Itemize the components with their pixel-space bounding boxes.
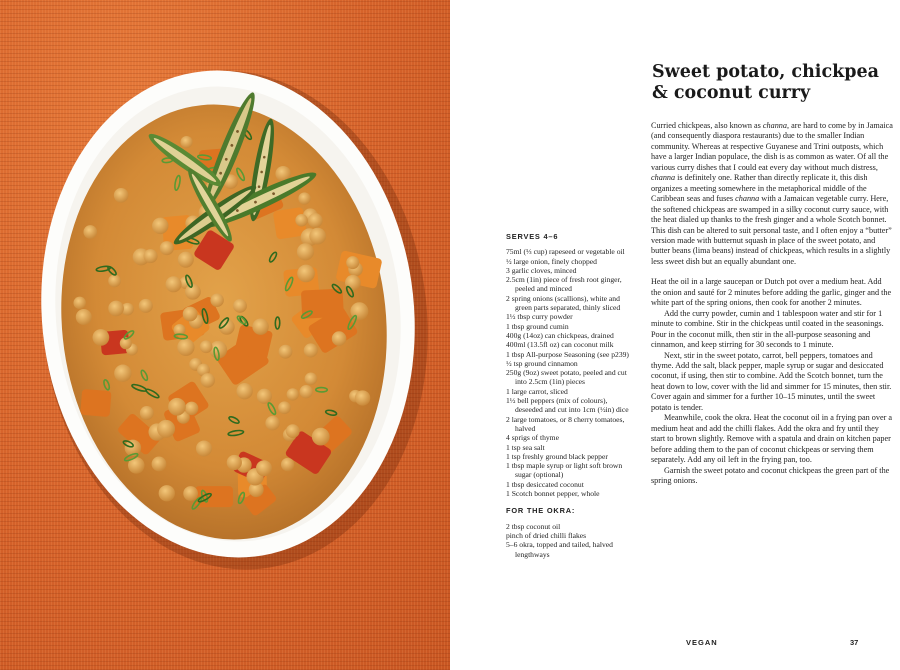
ingredient-item: 1 tbsp ground cumin: [506, 321, 569, 331]
recipe-page: [450, 0, 900, 670]
ingredient-item: 5–6 okra, topped and tailed, halved lengthways: [506, 540, 613, 559]
ingredient-item: 75ml (⅓ cup) rapeseed or vegetable oil: [506, 247, 625, 257]
ingredient-item: 1½ bell peppers (mix of colours), deseeded and cut into 1cm (½in) dice: [506, 396, 629, 415]
section-tag: VEGAN: [686, 638, 718, 647]
method-step: Add the curry powder, cumin and 1 tablespoon water and stir for 1 minute to combine. Stir in the chickpeas until coated in the seasonings. Pour in the coconut milk, then stir in the all-purpose seasoning and cinnamon, and keep stirring for 30 seconds to 1 minute.: [651, 308, 884, 350]
ingredient-item: 1 tbsp All-purpose Seasoning (see p239): [506, 349, 629, 359]
ingredient-item: 400g (14oz) can chickpeas, drained: [506, 330, 614, 340]
ingredient-item: 2.5cm (1in) piece of fresh root ginger, peeled and minced: [506, 275, 622, 294]
ingredient-item: ½ tsp ground cinnamon: [506, 358, 578, 368]
okra-ingredients-list: [506, 522, 636, 559]
ingredient-item: ½ large onion, finely chopped: [506, 256, 597, 266]
ingredient-item: 1 large carrot, sliced: [506, 386, 568, 396]
ingredient-item: 400ml (13.5fl oz) can coconut milk: [506, 340, 614, 350]
recipe-text: [651, 121, 893, 486]
serves-heading: SERVES 4–6: [506, 232, 559, 241]
ingredient-item: 1 tbsp maple syrup or light soft brown sugar (optional): [506, 461, 623, 480]
ingredient-item: 3 garlic cloves, minced: [506, 265, 577, 275]
method-step: Garnish the sweet potato and coconut chickpeas the green part of the spring onions.: [651, 465, 890, 485]
ingredient-item: 1½ tbsp curry powder: [506, 312, 573, 322]
page-number: 37: [850, 638, 859, 647]
ingredient-item: 1 tbsp desiccated coconut: [506, 479, 584, 489]
intro-paragraph: Curried chickpeas, also known as channa, are hard to come by in Jamaica (and consequently diaspora restaurants) due to the smaller Indian community. Whereas at respective Guyanese and Trini outposts, which have a larger Indian populace, the dish is as common as water. Of all the various curry dishes that I could eat every day without much distress, channa is definitely one. Rather than directly replicate it, this dish organizes a meeting somewhere in the metaphorical middle of the Caribbean seas and fuses channa with a Jamaican vegetable curry. Here, the softened chickpeas are swamped in a silky coconut curry sauce, with the heat dialed up thanks to the fresh ginger and a whole Scotch bonnet. This dish can be altered to suit personal taste, and I often enjoy a “butter” version made with butternut squash in place of the sweet potato, and butter beans (lima beans) instead of chickpeas, which results in a slightly less sweet dish but an equally abundant one.: [651, 121, 893, 266]
ingredient-item: 1 Scotch bonnet pepper, whole: [506, 489, 600, 499]
method-step: Heat the oil in a large saucepan or Dutch pot over a medium heat. Add the onion and sauté for 2 minutes before adding the garlic, ginger and the white part of the spring onions, then cook for another 2 minutes.: [651, 277, 892, 308]
recipe-title: Sweet potato, chickpea & coconut curry: [652, 62, 879, 103]
method-step: Meanwhile, cook the okra. Heat the coconut oil in a frying pan over a medium heat and add the chilli flakes. Add the okra and fry until they start to brown slightly. Remove with a spatula and drain on kitchen paper before adding them to the pan of coconut chickpeas or serving them separately. Add any oil left in the frying pan, too.: [651, 413, 893, 465]
ingredient-item: 1 tsp freshly ground black pepper: [506, 451, 608, 461]
ingredient-item: 4 sprigs of thyme: [506, 433, 559, 443]
method-step: Next, stir in the sweet potato, carrot, bell peppers, tomatoes and thyme. Add the salt, black pepper, maple syrup or sugar and desiccated coconut, if using, then stir to combine. Add the Scotch bonnet, turn the heat down to low, cover with the lid and simmer for 15 minutes, then stir. Cover again and simmer for a further 10–15 minutes, until the sweet potato is tender.: [651, 350, 892, 412]
ingredient-item: pinch of dried chilli flakes: [506, 530, 587, 540]
okra-heading: FOR THE OKRA:: [506, 506, 576, 516]
ingredient-item: 2 large tomatoes, or 8 cherry tomatoes, halved: [506, 414, 625, 433]
ingredient-item: 2 spring onions (scallions), white and green parts separated, thinly sliced: [506, 293, 621, 313]
ingredients-list: [506, 247, 636, 498]
ingredient-item: 2 tbsp coconut oil: [506, 521, 561, 531]
ingredient-item: 250g (9oz) sweet potato, peeled and cut into 2.5cm (1in) pieces: [506, 368, 627, 387]
ingredients-column: [506, 232, 636, 559]
ingredient-item: 1 tsp sea salt: [506, 442, 545, 452]
